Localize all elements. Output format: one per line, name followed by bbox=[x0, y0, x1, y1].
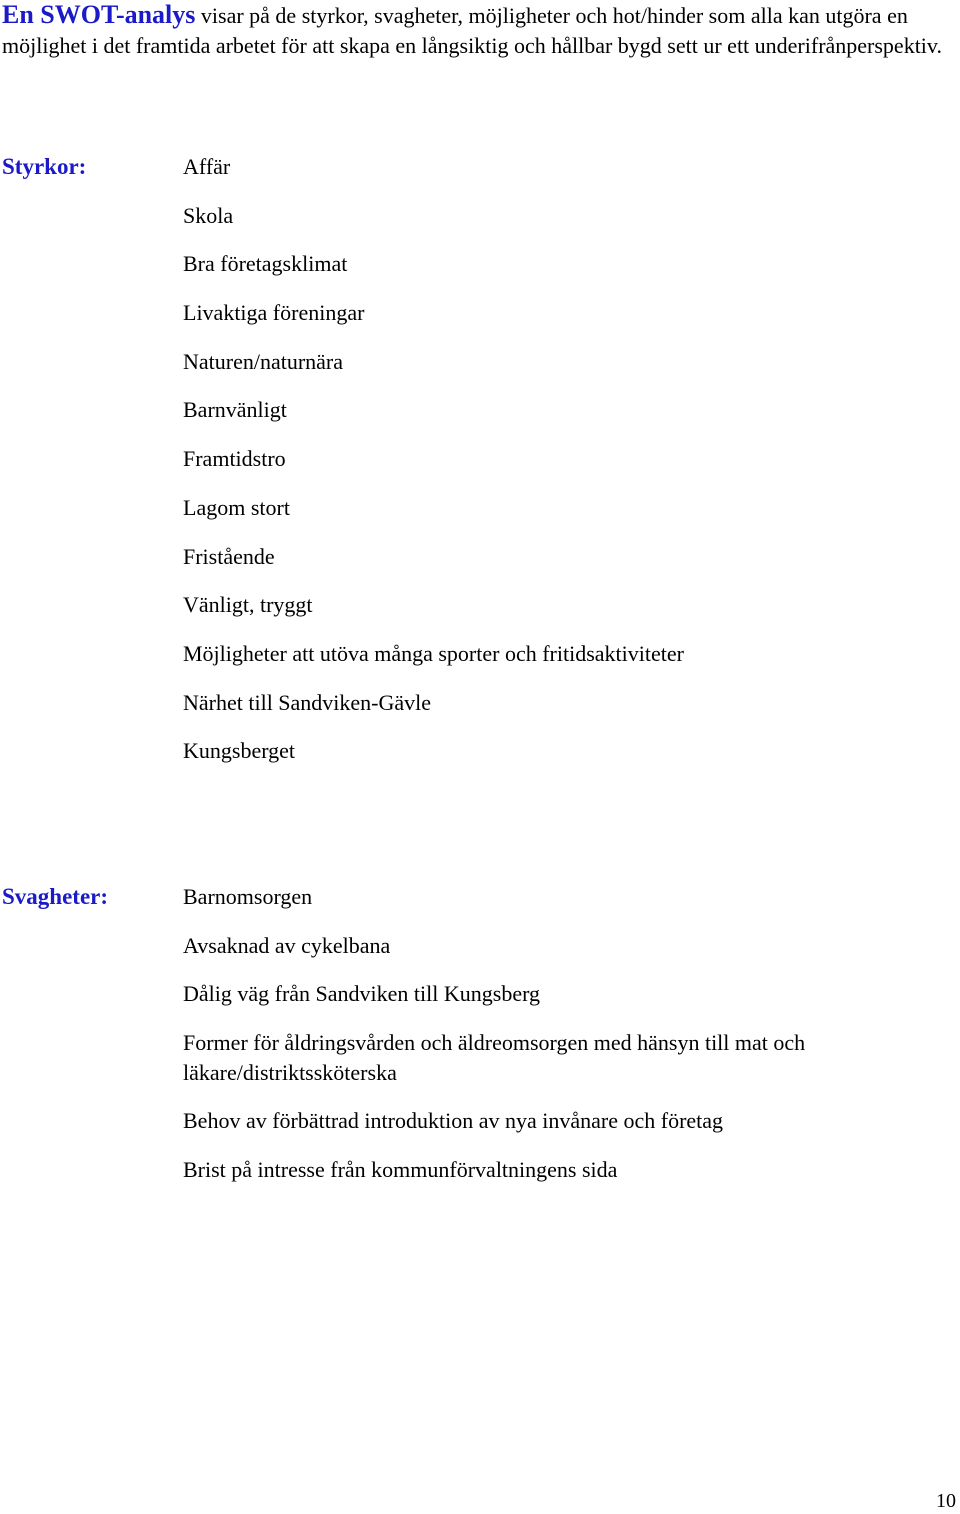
list-item: Framtidstro bbox=[183, 446, 286, 472]
list-item: Naturen/naturnära bbox=[183, 348, 344, 374]
list-item: Kungsberget bbox=[183, 738, 296, 764]
list-item: Vänligt, tryggt bbox=[183, 592, 313, 618]
page-number: 10 bbox=[936, 1490, 956, 1512]
strengths-label: Styrkor: bbox=[2, 154, 87, 179]
weaknesses-label: Svagheter: bbox=[2, 884, 109, 909]
intro-text: visar på de styrkor, svagheter, möjligheter och hot/hinder som alla kan utgöra en möjlighet i det framtida arbetet för att skapa en långsiktig och hållbar bygd sett ur ett underifrånperspektiv. bbox=[2, 3, 942, 58]
list-item: Former för åldringsvården och äldreomsorgen med hänsyn till mat och läkare/distriktssköterska bbox=[183, 1029, 806, 1085]
list-item: Brist på intresse från kommunförvaltningens sida bbox=[183, 1156, 618, 1182]
intro-paragraph bbox=[2, 0, 958, 61]
intro-lead-heading: En SWOT-analys bbox=[2, 0, 196, 29]
list-item: Behov av förbättrad introduktion av nya invånare och företag bbox=[183, 1108, 724, 1133]
list-item: Barnvänligt bbox=[183, 397, 287, 423]
list-item: Avsaknad av cykelbana bbox=[183, 932, 391, 958]
weaknesses-list bbox=[183, 882, 943, 1203]
list-item: Fristående bbox=[183, 543, 275, 569]
list-item: Möjligheter att utöva många sporter och fritidsaktiviteter bbox=[183, 640, 684, 666]
strengths-list bbox=[183, 152, 943, 785]
list-item: Bra företagsklimat bbox=[183, 251, 348, 277]
list-item: Skola bbox=[183, 202, 234, 228]
list-item: Livaktiga föreningar bbox=[183, 300, 365, 326]
list-item: Närhet till Sandviken-Gävle bbox=[183, 689, 432, 715]
list-item: Dålig väg från Sandviken till Kungsberg bbox=[183, 981, 541, 1006]
list-item: Lagom stort bbox=[183, 494, 290, 520]
list-item: Barnomsorgen bbox=[183, 884, 313, 909]
list-item: Affär bbox=[183, 154, 231, 179]
